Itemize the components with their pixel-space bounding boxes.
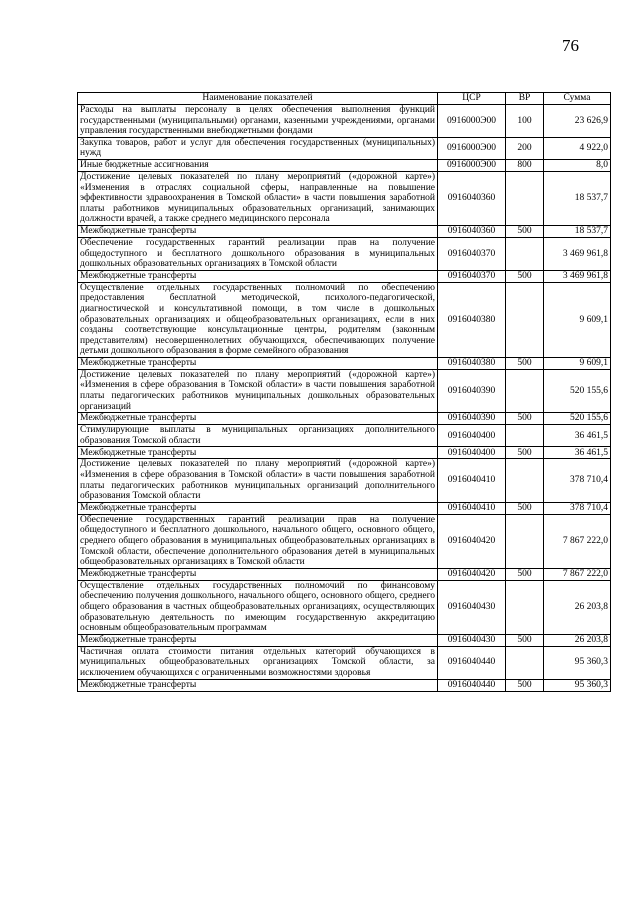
row-sum: 18 537,7 <box>544 225 611 237</box>
table-row <box>78 447 611 459</box>
row-vr: 500 <box>506 357 544 369</box>
row-sum: 26 203,8 <box>544 580 611 634</box>
row-csr: 0916040430 <box>438 580 506 634</box>
row-vr: 500 <box>506 447 544 459</box>
table-row <box>78 634 611 646</box>
row-csr: 0916040400 <box>438 425 506 447</box>
table-header-row <box>78 93 611 105</box>
page-number: 76 <box>562 36 579 55</box>
row-vr: 500 <box>506 225 544 237</box>
row-sum: 7 867 222,0 <box>544 568 611 580</box>
row-name: Обеспечение государственных гарантий реализации прав на получение общедоступного и бесплатного дошкольного образования в муниципальных дошкольных образовательных организациях в Томской области <box>78 237 438 270</box>
row-name: Закупка товаров, работ и услуг для обеспечения государственных (муниципальных) нужд <box>78 137 438 159</box>
row-vr: 500 <box>506 270 544 282</box>
budget-table <box>77 92 611 692</box>
table-row <box>78 646 611 679</box>
row-name: Достижение целевых показателей по плану мероприятий («дорожной карте») «Изменения в сфере образования в Томской области» в части повышения заработной платы педагогических работников муниципальных организаций дополнительного образования Томской области <box>78 459 438 502</box>
table-row <box>78 282 611 357</box>
header-vr: ВР <box>506 93 544 105</box>
table-row <box>78 105 611 138</box>
row-sum: 36 461,5 <box>544 425 611 447</box>
row-csr: 0916040430 <box>438 634 506 646</box>
table-row <box>78 580 611 634</box>
table-row <box>78 270 611 282</box>
row-vr <box>506 171 544 225</box>
row-vr <box>506 369 544 412</box>
row-name: Межбюджетные трансферты <box>78 634 438 646</box>
row-sum: 378 710,4 <box>544 459 611 502</box>
table-row <box>78 369 611 412</box>
header-csr: ЦСР <box>438 93 506 105</box>
row-sum: 378 710,4 <box>544 502 611 514</box>
table-row <box>78 679 611 691</box>
row-csr: 0916040380 <box>438 282 506 357</box>
row-name: Осуществление отдельных государственных полномочий по обеспечению предоставления бесплатной методической, психолого-педагогической, диагностической и консультативной помощи, в том числе в дошкольных образовательных организациях и общеобразовательных организациях, если в них созданы соответствующие консультационные центры, родителям (законным представителям) несовершеннолетних обучающихся, обеспечивающих получение детьми дошкольного образования в форме семейного образования <box>78 282 438 357</box>
row-vr: 200 <box>506 137 544 159</box>
row-csr: 0916040390 <box>438 413 506 425</box>
row-name: Межбюджетные трансферты <box>78 357 438 369</box>
row-sum: 9 609,1 <box>544 282 611 357</box>
row-name: Межбюджетные трансферты <box>78 225 438 237</box>
row-csr: 0916040420 <box>438 568 506 580</box>
table-row <box>78 425 611 447</box>
row-sum: 520 155,6 <box>544 369 611 412</box>
table-row <box>78 502 611 514</box>
row-name: Обеспечение государственных гарантий реализации прав на получение общедоступного и бесплатного дошкольного, начального общего, основного общего, среднего общего образования в муниципальных общеобразовательных организациях в Томской области, обеспечение дополнительного образования детей в муниципальных общеобразовательных организациях в Томской области <box>78 514 438 568</box>
row-name: Расходы на выплаты персоналу в целях обеспечения выполнения функций государственными (муниципальными) органами, казенными учреждениями, органами управления государственными внебюджетными фондами <box>78 105 438 138</box>
row-name: Межбюджетные трансферты <box>78 568 438 580</box>
table-row <box>78 514 611 568</box>
row-vr: 500 <box>506 634 544 646</box>
row-name: Достижение целевых показателей по плану мероприятий («дорожной карте») «Изменения в сфере образования в Томской области» в части повышения заработной платы педагогических работников муниципальных дошкольных образовательных организаций <box>78 369 438 412</box>
row-sum: 95 360,3 <box>544 646 611 679</box>
row-vr <box>506 425 544 447</box>
header-name: Наименование показателей <box>78 93 438 105</box>
row-csr: 0916040440 <box>438 646 506 679</box>
row-csr: 0916040370 <box>438 270 506 282</box>
row-sum: 3 469 961,8 <box>544 270 611 282</box>
table-row <box>78 568 611 580</box>
row-csr: 0916040420 <box>438 514 506 568</box>
row-name: Частичная оплата стоимости питания отдельных категорий обучающихся в муниципальных общеобразовательных организациях Томской области, за исключением обучающихся с ограниченными возможностями здоровья <box>78 646 438 679</box>
row-vr <box>506 580 544 634</box>
row-vr: 100 <box>506 105 544 138</box>
row-name: Стимулирующие выплаты в муниципальных организациях дополнительного образования Томской области <box>78 425 438 447</box>
table-row <box>78 137 611 159</box>
row-name: Межбюджетные трансферты <box>78 502 438 514</box>
row-sum: 520 155,6 <box>544 413 611 425</box>
row-csr: 0916040390 <box>438 369 506 412</box>
table-row <box>78 171 611 225</box>
row-vr: 800 <box>506 159 544 171</box>
row-name: Межбюджетные трансферты <box>78 413 438 425</box>
row-sum: 9 609,1 <box>544 357 611 369</box>
row-vr <box>506 237 544 270</box>
table-row <box>78 357 611 369</box>
table-row <box>78 225 611 237</box>
row-sum: 7 867 222,0 <box>544 514 611 568</box>
row-sum: 3 469 961,8 <box>544 237 611 270</box>
row-sum: 36 461,5 <box>544 447 611 459</box>
row-csr: 0916000Э00 <box>438 137 506 159</box>
row-csr: 0916040360 <box>438 225 506 237</box>
row-csr: 0916040380 <box>438 357 506 369</box>
row-name: Достижение целевых показателей по плану мероприятий («дорожной карте») «Изменения в отраслях социальной сферы, направленные на повышение эффективности здравоохранения в Томской области» в части повышения заработной платы работников муниципальных образовательных организаций, занимающих должности врачей, а также среднего медицинского персонала <box>78 171 438 225</box>
row-name: Межбюджетные трансферты <box>78 447 438 459</box>
row-vr: 500 <box>506 413 544 425</box>
row-csr: 0916040410 <box>438 502 506 514</box>
row-sum: 95 360,3 <box>544 679 611 691</box>
table-row <box>78 413 611 425</box>
table-row <box>78 159 611 171</box>
row-name: Межбюджетные трансферты <box>78 679 438 691</box>
table-row <box>78 459 611 502</box>
row-sum: 8,0 <box>544 159 611 171</box>
row-csr: 0916040370 <box>438 237 506 270</box>
row-sum: 4 922,0 <box>544 137 611 159</box>
row-csr: 0916040400 <box>438 447 506 459</box>
row-name: Межбюджетные трансферты <box>78 270 438 282</box>
header-sum: Сумма <box>544 93 611 105</box>
row-vr: 500 <box>506 679 544 691</box>
row-csr: 0916040440 <box>438 679 506 691</box>
table-row <box>78 237 611 270</box>
row-vr <box>506 459 544 502</box>
row-csr: 0916000Э00 <box>438 105 506 138</box>
row-sum: 23 626,9 <box>544 105 611 138</box>
row-name: Осуществление отдельных государственных полномочий по финансовому обеспечению получения дошкольного, начального общего, основного общего, среднего общего образования в частных общеобразовательных организациях, осуществляющих образовательную деятельность по имеющим государственную аккредитацию основным общеобразовательным программам <box>78 580 438 634</box>
row-name: Иные бюджетные ассигнования <box>78 159 438 171</box>
row-vr <box>506 282 544 357</box>
row-csr: 0916000Э00 <box>438 159 506 171</box>
row-vr <box>506 514 544 568</box>
row-sum: 18 537,7 <box>544 171 611 225</box>
row-sum: 26 203,8 <box>544 634 611 646</box>
row-csr: 0916040360 <box>438 171 506 225</box>
row-vr: 500 <box>506 568 544 580</box>
row-vr <box>506 646 544 679</box>
row-vr: 500 <box>506 502 544 514</box>
row-csr: 0916040410 <box>438 459 506 502</box>
